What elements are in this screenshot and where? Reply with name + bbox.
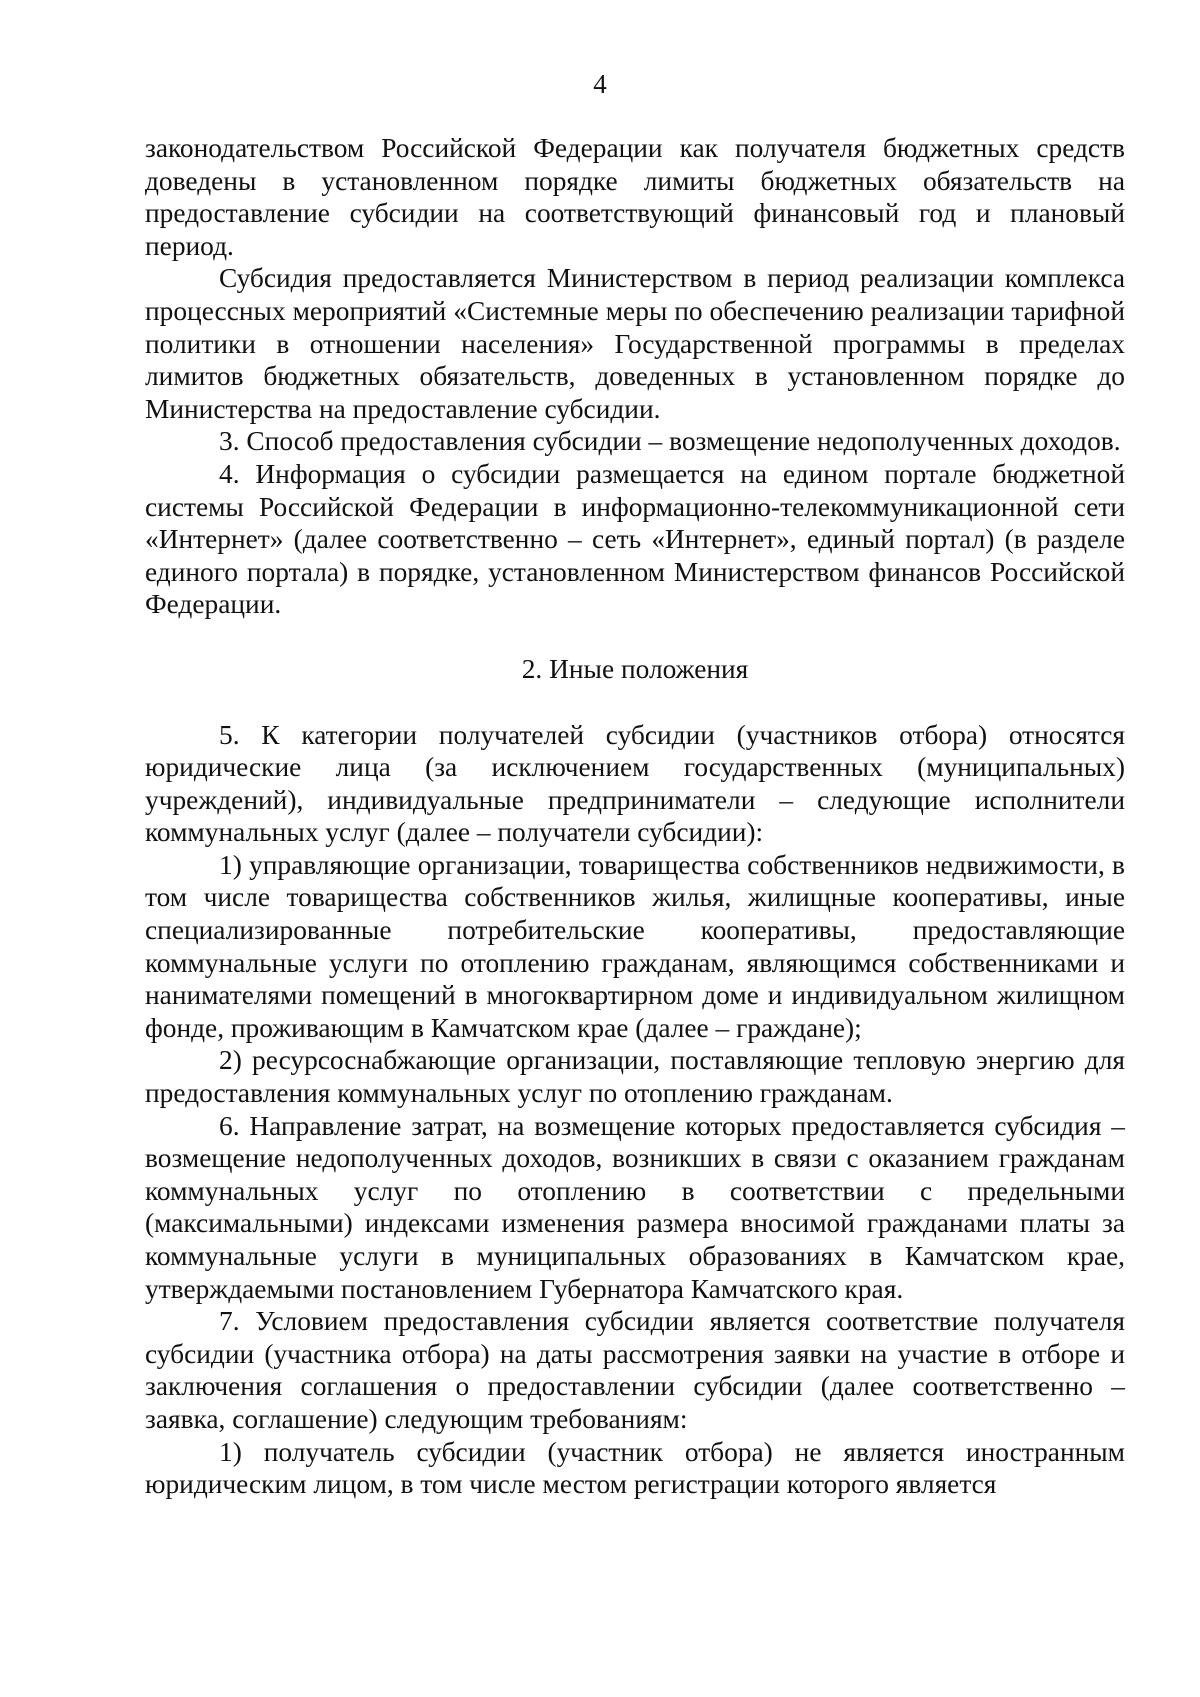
paragraph-item-5-1: 1) управляющие организации, товарищества собственников недвижимости, в том числе товарищества собственников жилья, жилищные кооперативы, иные специализированные потребительские кооперативы, предоставляющие коммунальные услуги по отоплению гражданам, являющимся собственниками и нанимателями помещений в многоквартирном доме и индивидуальном жилищном фонде, проживающим в Камчатском крае (далее – граждане);	[145, 849, 1125, 1043]
page-number: 4	[593, 69, 607, 99]
document-body	[145, 132, 1125, 1501]
paragraph-item-7: 7. Условием предоставления субсидии является соответствие получателя субсидии (участника отбора) на даты рассмотрения заявки на участие в отборе и заключения соглашения о предоставлении субсидии (далее соответственно – заявка, соглашение) следующим требованиям:	[145, 1306, 1125, 1434]
paragraph-continuation: законодательством Российской Федерации как получателя бюджетных средств доведены в установленном порядке лимиты бюджетных обязательств на предоставление субсидии на соответствующий финансовый год и плановый период.	[145, 133, 1125, 261]
paragraph-item-3: 3. Способ предоставления субсидии – возмещение недополученных доходов.	[219, 426, 1121, 457]
paragraph-subsidy-provision: Субсидия предоставляется Министерством в период реализации комплекса процессных мероприятий «Системные меры по обеспечению реализации тарифной политики в отношении населения» Государственной программы в пределах лимитов бюджетных обязательств, доведенных в установленном порядке до Министерства на предоставление субсидии.	[145, 263, 1125, 424]
paragraph-item-7-1: 1) получатель субсидии (участник отбора) не является иностранным юридическим лицом, в том числе местом регистрации которого является	[145, 1436, 1125, 1500]
paragraph-item-5: 5. К категории получателей субсидии (участников отбора) относятся юридические лица (за исключением государственных (муниципальных) учреждений), индивидуальные предприниматели – следующие исполнители коммунальных услуг (далее – получатели субсидии):	[145, 719, 1125, 848]
paragraph-item-6: 6. Направление затрат, на возмещение которых предоставляется субсидия – возмещение недополученных доходов, возникших в связи с оказанием гражданам коммунальных услуг по отоплению в соответствии с предельными (максимальными) индексами изменения размера вносимой гражданами платы за коммунальные услуги в муниципальных образованиях в Камчатском крае, утверждаемыми постановлением Губернатора Камчатского края.	[145, 1110, 1125, 1304]
section-heading: 2. Иные положения	[521, 653, 749, 684]
paragraph-item-4: 4. Информация о субсидии размещается на едином портале бюджетной системы Российской Федерации в информационно-телекоммуникационной сети «Интернет» (далее соответственно – сеть «Интернет», единый портал) (в разделе единого портала) в порядке, установленном Министерством финансов Российской Федерации.	[145, 458, 1125, 620]
paragraph-item-5-2: 2) ресурсоснабжающие организации, поставляющие тепловую энергию для предоставления коммунальных услуг по отоплению гражданам.	[145, 1045, 1125, 1109]
